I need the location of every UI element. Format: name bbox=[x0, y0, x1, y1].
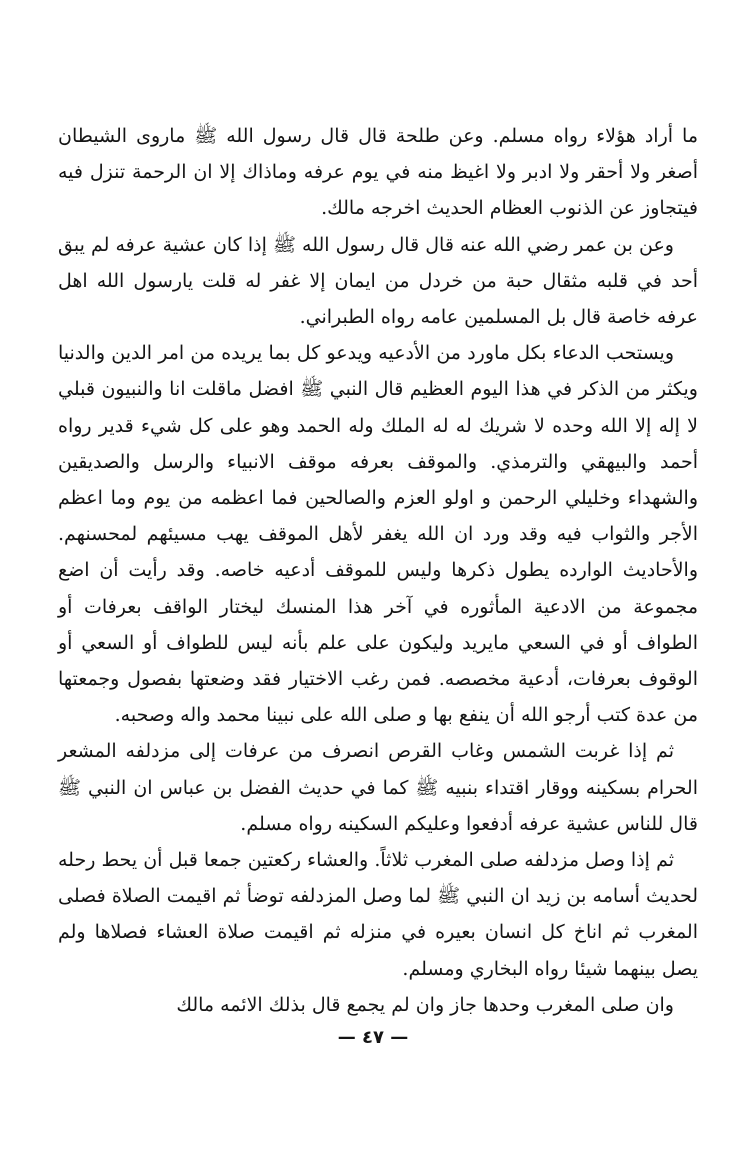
page-text bbox=[58, 118, 698, 1023]
paragraph-5: ثم إذا وصل مزدلفه صلى المغرب ثلاثاً. والعشاء ركعتين جمعا قبل أن يحط رحله لحديث أسامه بن زيد ان النبي ﷺ لما وصل المزدلفه توضأ ثم اقيمت الصلاة فصلى المغرب ثم اناخ كل انسان بعيره في منزله ثم اقيمت صلاة العشاء فصلاها ولم يصل بينهما شيئا رواه البخاري ومسلم. bbox=[58, 849, 698, 980]
page-number: — ٤٧ — bbox=[337, 1027, 409, 1048]
paragraph-6: وان صلى المغرب وحدها جاز وان لم يجمع قال بذلك الائمه مالك bbox=[176, 993, 674, 1016]
paragraph-2: وعن بن عمر رضي الله عنه قال قال رسول الله ﷺ إذا كان عشية عرفه لم يبق أحد في قلبه مثقال حبة من خردل من ايمان إلا غفر له قلت يارسول الله اهل عرفه خاصة قال بل المسلمين عامه رواه الطبراني. bbox=[58, 233, 698, 329]
paragraph-1: ما أراد هؤلاء رواه مسلم. وعن طلحة قال قال رسول الله ﷺ ماروى الشيطان أصغر ولا أحقر ولا ادبر ولا اغيظ منه في يوم عرفه وماذاك إلا ان الرحمة تنزل فيه فيتجاوز عن الذنوب العظام الحديث اخرجه مالك. bbox=[58, 125, 698, 220]
paragraph-4: ثم إذا غربت الشمس وغاب القرص انصرف من عرفات إلى مزدلفه المشعر الحرام بسكينه ووقار اقتداء بنبيه ﷺ كما في حديث الفضل بن عباس ان النبي ﷺ قال للناس عشية عرفه أدفعوا وعليكم السكينه رواه مسلم. bbox=[58, 740, 698, 835]
paragraph-3: ويستحب الدعاء بكل ماورد من الأدعيه ويدعو كل بما يريده من امر الدين والدنيا ويكثر من الذكر في هذا اليوم العظيم قال النبي ﷺ افضل ماقلت انا والنبيون قبلي لا إله إلا الله وحده لا شريك له له الملك وله الحمد وهو على كل شيء قدير رواه أحمد والبيهقي والترمذي. والموقف بعرفه موقف الانبياء والرسل والصديقين والشهداء وخليلي الرحمن و اولو العزم والصالحين فما اعظمه من يوم وما اعظم الأجر والثواب فيه وقد ورد ان الله يغفر لأهل الموقف يهب مسيئهم لمحسنهم. والأحاديث الوارده يطول ذكرها وليس للموقف أدعيه خاصه. وقد رأيت أن اضع مجموعة من الادعية المأثوره في آخر هذا المنسك ليختار الواقف بعرفات أو الطواف أو في السعي مايريد وليكون على علم بأنه ليس للطواف أو السعي أو الوقوف بعرفات، أدعية مخصصه. فمن رغب الاختيار فقد وضعتها بفصول وجمعتها من عدة كتب أرجو الله أن ينفع بها و صلى الله على نبينا محمد واله وصحبه. bbox=[58, 342, 698, 727]
